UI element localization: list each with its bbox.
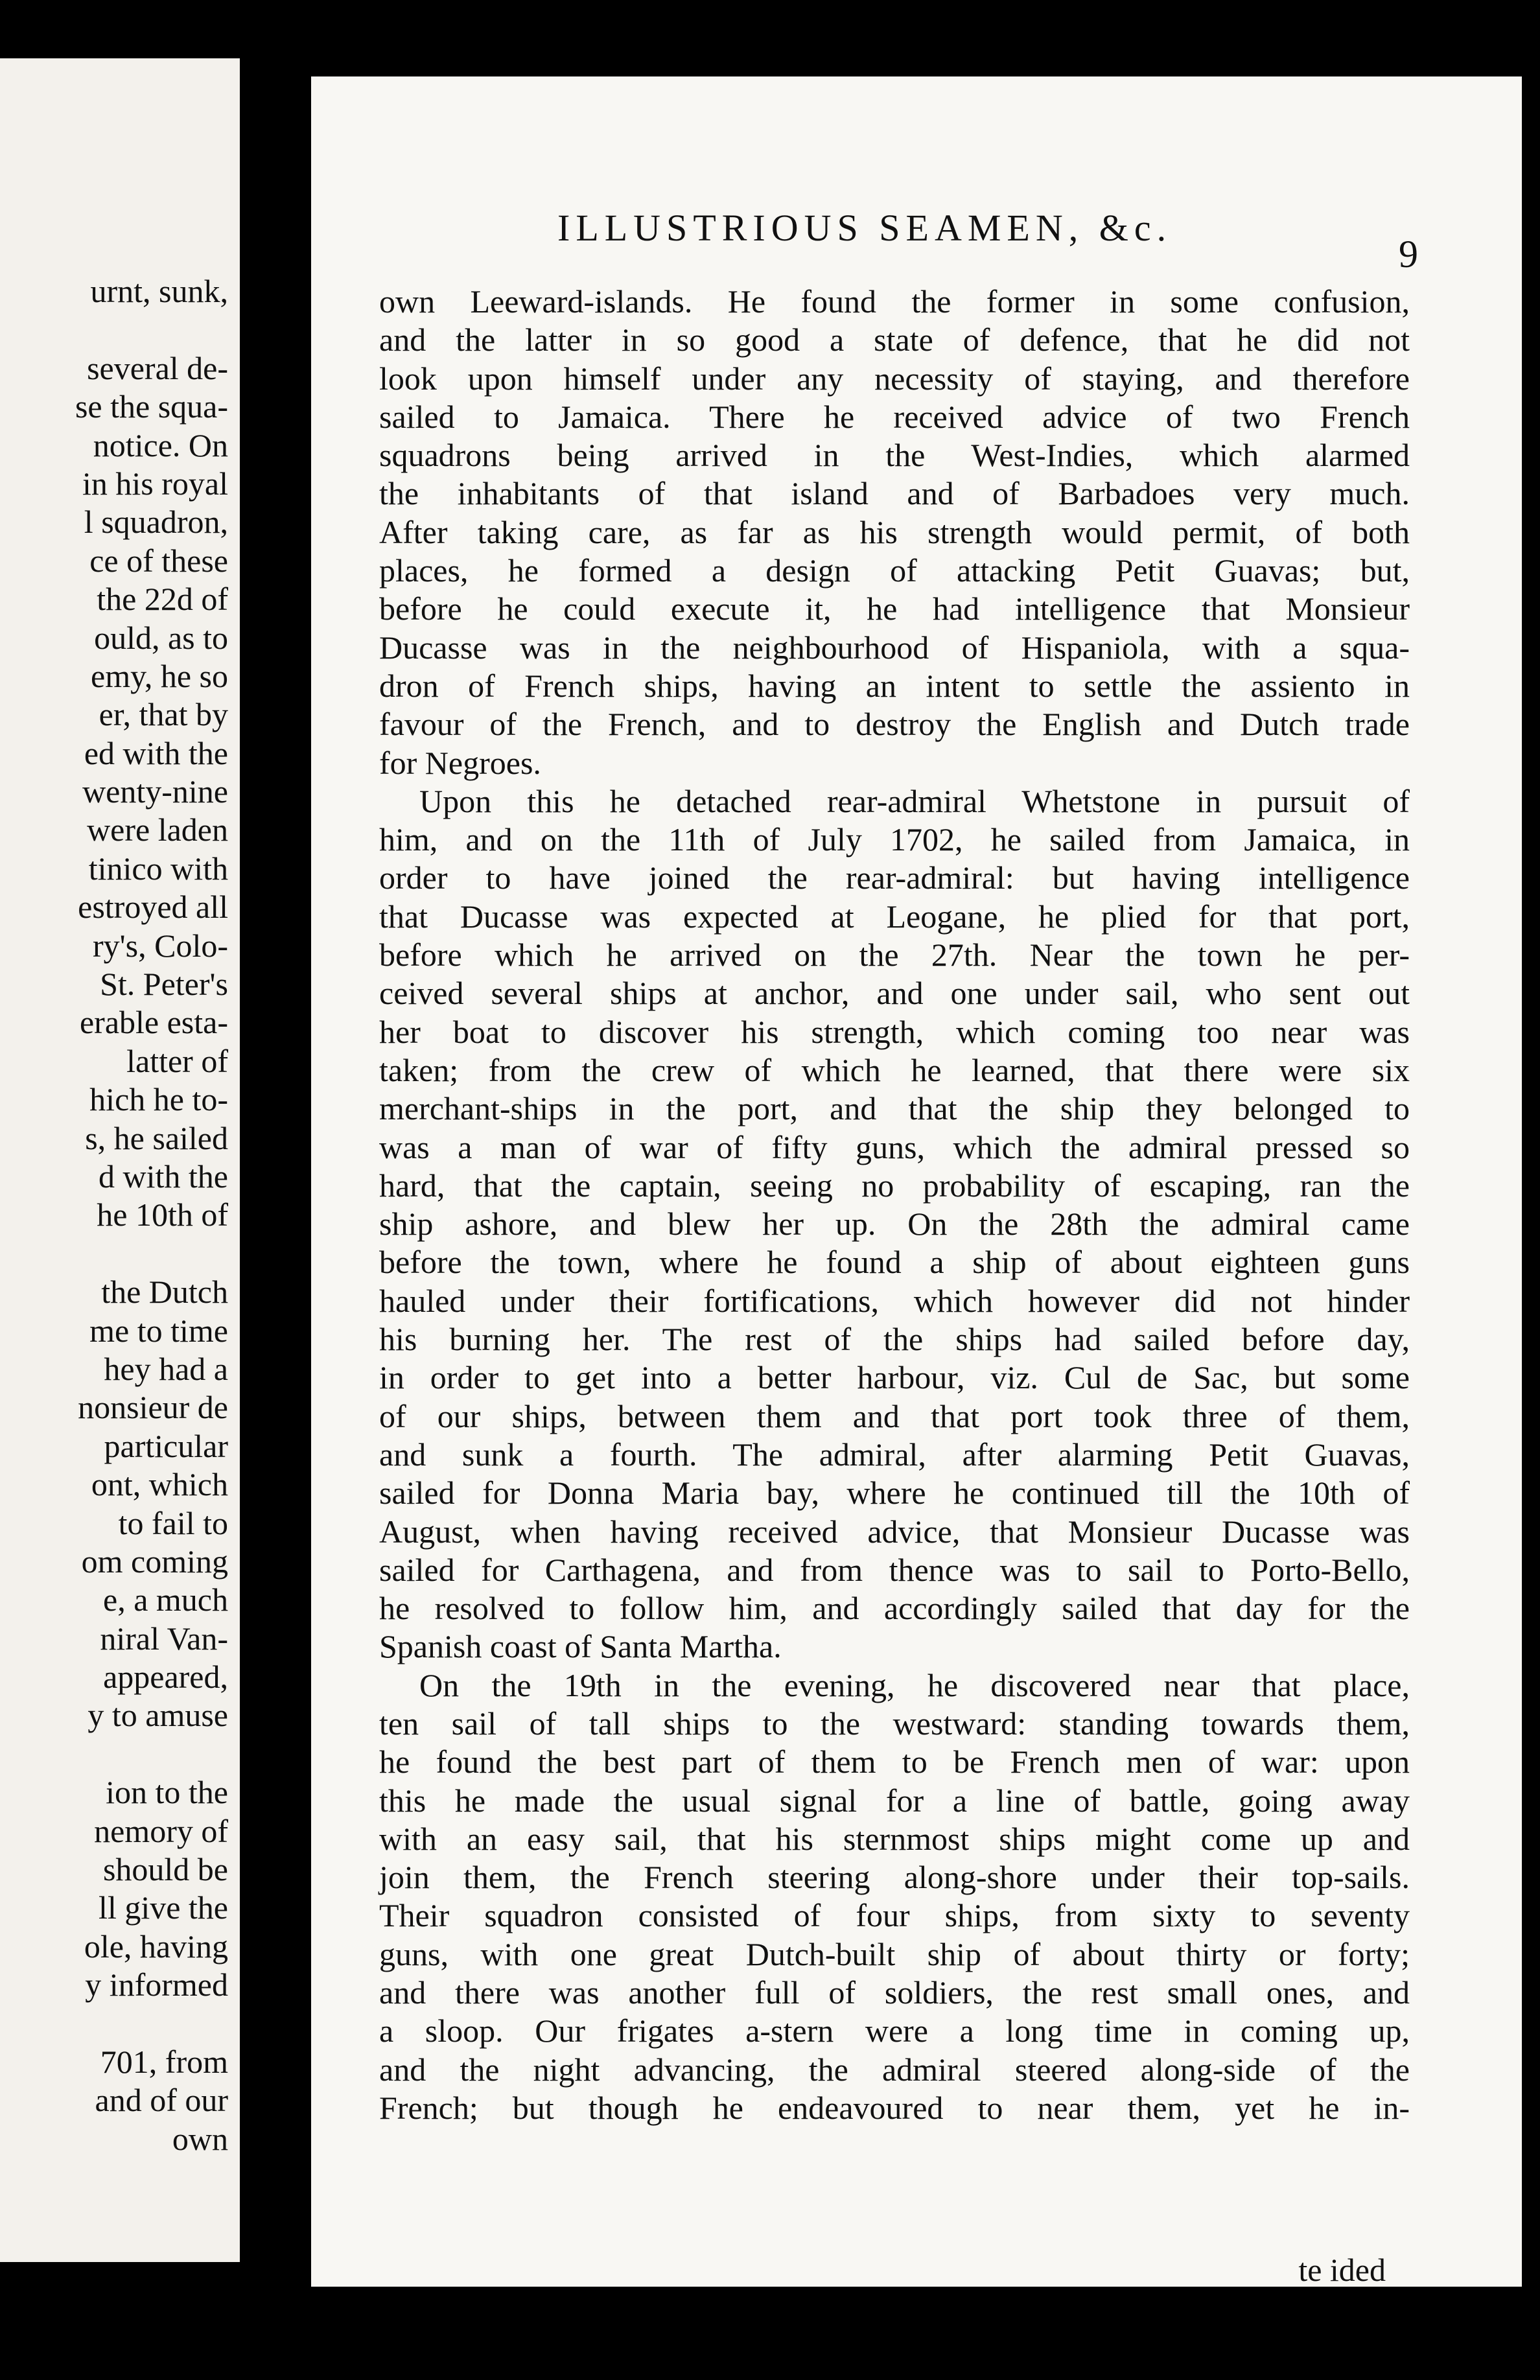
facing-line: hey had a: [104, 1350, 228, 1387]
facing-line: nonsieur de: [78, 1389, 228, 1426]
facing-line: particular: [104, 1427, 228, 1464]
facing-line: ont, which: [91, 1466, 228, 1503]
facing-line: several de-: [87, 349, 228, 386]
facing-line: notice. On: [93, 426, 228, 463]
text-line: before which he arrived on the 27th. Near the town he per-: [379, 937, 1410, 974]
text-line: sailed to Jamaica. There he received advice of two French: [379, 398, 1410, 435]
book-page: [311, 76, 1522, 2287]
text-line: him, and on the 11th of July 1702, he sailed from Jamaica, in: [379, 821, 1410, 858]
facing-line: ll give the: [99, 1889, 228, 1926]
facing-page-fragment: [0, 58, 240, 2262]
facing-line: he 10th of: [97, 1196, 228, 1233]
text-line: French; but though he endeavoured to near them, yet he in-: [379, 2089, 1410, 2126]
text-line: merchant-ships in the port, and that the ship they belonged to: [379, 1090, 1410, 1127]
text-line: Spanish coast of Santa Martha.: [379, 1628, 782, 1665]
facing-page-text: [75, 272, 228, 2158]
text-line: this he made the usual signal for a line of battle, going away: [379, 1782, 1410, 1819]
paragraph-start-line: On the 19th in the evening, he discovered near that place,: [419, 1666, 1410, 1703]
facing-line: ion to the: [106, 1774, 228, 1811]
paragraph-start-line: Upon this he detached rear-admiral Whetstone in pursuit of: [419, 782, 1410, 819]
facing-line: St. Peter's: [100, 966, 228, 1003]
catchword: te ided: [1298, 2252, 1386, 2288]
facing-line: ed with the: [84, 734, 228, 771]
facing-line: wenty-nine: [82, 773, 228, 810]
facing-line: om coming: [81, 1543, 228, 1580]
text-line: squadrons being arrived in the West-Indies, which alarmed: [379, 437, 1410, 474]
facing-line: niral Van-: [100, 1620, 228, 1657]
text-line: August, when having received advice, that Monsieur Ducasse was: [379, 1513, 1410, 1550]
text-line: favour of the French, and to destroy the English and Dutch trade: [379, 706, 1410, 743]
facing-line: estroyed all: [78, 889, 228, 926]
text-line: he found the best part of them to be French men of war: upon: [379, 1744, 1410, 1780]
text-line: a sloop. Our frigates a-stern were a long time in coming up,: [379, 2012, 1410, 2049]
text-line: guns, with one great Dutch-built ship of about thirty or forty;: [379, 1935, 1410, 1972]
facing-line: erable esta-: [79, 1004, 228, 1041]
facing-line: were laden: [87, 811, 228, 848]
body-text: [379, 283, 1410, 2127]
text-line: places, he formed a design of attacking Petit Guavas; but,: [379, 552, 1410, 589]
text-line: was a man of war of fifty guns, which the admiral pressed so: [379, 1128, 1410, 1165]
facing-line: e, a much: [103, 1581, 228, 1618]
text-line: with an easy sail, that his sternmost ships might come up and: [379, 1820, 1410, 1857]
facing-line: tinico with: [88, 850, 228, 887]
facing-line: the Dutch: [101, 1274, 228, 1311]
text-line: order to have joined the rear-admiral: but having intelligence: [379, 859, 1410, 896]
facing-line: 701, from: [100, 2043, 228, 2080]
facing-line: ry's, Colo-: [92, 927, 228, 964]
text-line: Ducasse was in the neighbourhood of Hispaniola, with a squa-: [379, 629, 1410, 666]
facing-line: the 22d of: [97, 581, 228, 618]
text-line: ceived several ships at anchor, and one under sail, who sent out: [379, 975, 1410, 1012]
text-line: he resolved to follow him, and accordingly sailed that day for the: [379, 1590, 1410, 1627]
text-line: the inhabitants of that island and of Barbadoes very much.: [379, 475, 1410, 512]
text-line: in order to get into a better harbour, viz. Cul de Sac, but some: [379, 1359, 1410, 1396]
text-line: Their squadron consisted of four ships, from sixty to seventy: [379, 1897, 1410, 1934]
page-number: 9: [1399, 233, 1418, 275]
text-line: dron of French ships, having an intent to settle the assiento in: [379, 667, 1410, 704]
facing-line: ould, as to: [94, 619, 228, 656]
text-line: before he could execute it, he had intelligence that Monsieur: [379, 590, 1410, 627]
text-line: and there was another full of soldiers, the rest small ones, and: [379, 1974, 1410, 2011]
text-line: sailed for Carthagena, and from thence was to sail to Porto-Bello,: [379, 1551, 1410, 1588]
text-line: of our ships, between them and that port took three of them,: [379, 1397, 1410, 1434]
text-line: and the night advancing, the admiral steered along-side of the: [379, 2051, 1410, 2088]
facing-line: l squadron,: [84, 504, 228, 541]
text-line: own Leeward-islands. He found the former in some confusion,: [379, 283, 1410, 320]
facing-line: d with the: [99, 1158, 228, 1195]
facing-line: urnt, sunk,: [90, 273, 228, 309]
text-line: look upon himself under any necessity of staying, and therefore: [379, 360, 1410, 397]
text-line: her boat to discover his strength, which coming too near was: [379, 1013, 1410, 1050]
facing-line: ole, having: [84, 1928, 228, 1965]
text-line: his burning her. The rest of the ships had sailed before day,: [379, 1321, 1410, 1358]
facing-line: ce of these: [89, 542, 228, 579]
text-line: that Ducasse was expected at Leogane, he plied for that port,: [379, 898, 1410, 935]
facing-line: y to amuse: [88, 1697, 228, 1734]
running-head: ILLUSTRIOUS SEAMEN, &c.: [557, 207, 1172, 249]
text-line: for Negroes.: [379, 744, 541, 781]
facing-line: emy, he so: [91, 657, 228, 694]
facing-line: hich he to-: [89, 1081, 228, 1118]
text-line: and the latter in so good a state of defence, that he did not: [379, 321, 1410, 358]
text-line: hauled under their fortifications, which however did not hinder: [379, 1282, 1410, 1319]
text-line: taken; from the crew of which he learned, that there were six: [379, 1051, 1410, 1088]
facing-line: in his royal: [82, 465, 228, 502]
text-line: before the town, where he found a ship of about eighteen guns: [379, 1244, 1410, 1281]
facing-line: me to time: [89, 1312, 228, 1349]
facing-line: and of our: [95, 2082, 228, 2119]
facing-line: se the squa-: [75, 388, 228, 425]
text-line: After taking care, as far as his strength would permit, of both: [379, 513, 1410, 550]
facing-line: appeared,: [103, 1659, 228, 1696]
facing-line: latter of: [126, 1042, 228, 1079]
text-line: ship ashore, and blew her up. On the 28th the admiral came: [379, 1206, 1410, 1242]
facing-line: y informed: [85, 1966, 228, 2003]
facing-line: to fail to: [118, 1504, 228, 1541]
text-line: hard, that the captain, seeing no probability of escaping, ran the: [379, 1167, 1410, 1204]
text-line: ten sail of tall ships to the westward: standing towards them,: [379, 1705, 1410, 1742]
facing-line: nemory of: [94, 1812, 228, 1849]
facing-line: own: [172, 2120, 228, 2157]
facing-line: s, he sailed: [85, 1119, 228, 1156]
text-line: join them, the French steering along-shore under their top-sails.: [379, 1859, 1410, 1896]
text-line: sailed for Donna Maria bay, where he continued till the 10th of: [379, 1475, 1410, 1511]
text-line: and sunk a fourth. The admiral, after alarming Petit Guavas,: [379, 1436, 1410, 1473]
facing-line: should be: [102, 1851, 228, 1888]
facing-line: er, that by: [99, 696, 228, 733]
